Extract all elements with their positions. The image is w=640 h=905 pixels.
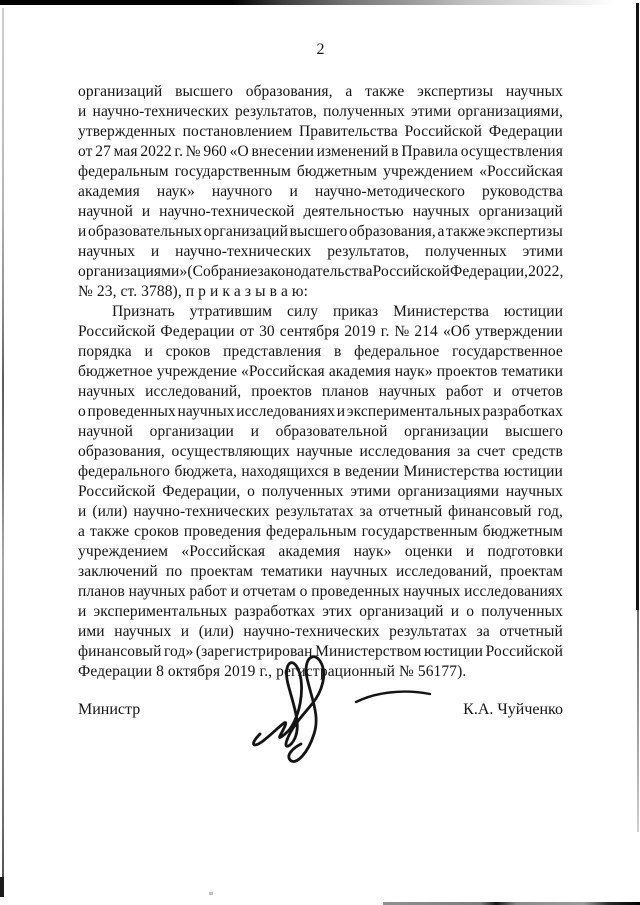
text-line: № 23, ст. 3788), п р и к а з ы в а ю: [78,283,309,300]
text-line: федерального бюджета, находящихся в ведении Министерства юстиции [78,463,563,480]
text-line: образования, осуществляющих научные исследования за счет средств [78,443,563,460]
signer-name: К.А. Чуйченко [463,701,563,718]
text-line: финансовый год» (зарегистрирован Министерством юстиции Российской [78,643,563,660]
text-line: научной и научно-технической деятельностью научных организаций [78,203,563,220]
text-line: научной организации и образовательной организации высшего [78,423,563,440]
scan-edge-right [636,3,639,610]
text-line: и научно-технических результатов, полученных этими организациями, [78,103,563,120]
text-line: организаций высшего образования, а также экспертизы научных [78,83,563,100]
text-line: научных исследований, проектов планов научных работ и отчетов [78,383,563,400]
scan-edge-bottom-left [0,877,4,897]
text-line: академия наук» научного и научно-методического руководства [78,183,563,200]
text-line: учреждением «Российская академия наук» оценки и подготовки [78,543,563,560]
text-line: о проведенных научных исследованиях и экспериментальных разработках [78,403,563,420]
text-line: федеральным государственным бюджетным учреждением «Российская [78,163,563,180]
signature-block [78,700,563,720]
text-line: Признать утратившим силу приказ Министерства юстиции [112,303,563,320]
text-line: планов научных работ и отчетам о проведенных научных исследованиях [78,583,563,600]
text-line: и экспериментальных разработках этих организаций и о полученных [78,603,563,620]
text-line: бюджетное учреждение «Российская академия наук» проектов тематики [78,363,563,380]
text-line: от 27 мая 2022 г. № 960 «О внесении изменений в Правила осуществления [78,143,563,160]
text-line: утвержденных постановлением Правительства Российской Федерации [78,123,563,140]
text-line: Российской Федерации от 30 сентября 2019 г. № 214 «Об утверждении [78,323,563,340]
page-number: 2 [316,41,325,58]
text-line: заключений по проектам тематики научных исследований, проектам [78,563,563,580]
text-line: Российской Федерации, о полученных этими организациями научных [78,483,563,500]
text-line: организациями» (Собрание законодательства Российской Федерации, 2022, [78,263,564,280]
scan-edge-top [0,0,640,5]
scan-edge-right-faded [637,610,639,832]
text-line: Федерации 8 октября 2019 г., регистрационный № 56177). [78,663,467,680]
scan-edge-left [2,8,4,896]
text-line: и образовательных организаций высшего образования, а также экспертизы [78,223,563,240]
document-body [78,82,563,682]
signer-title: Министр [78,701,141,718]
text-line: и (или) научно-технических результатах за отчетный финансовый год, [78,503,563,520]
text-line: порядка и сроков представления в федеральное государственное [78,343,563,360]
text-line: а также сроков проведения федеральным государственным бюджетным [78,523,563,540]
text-line: научных и научно-технических результатов, полученных этими [78,243,563,260]
scan-speck [209,892,213,895]
text-line: ими научных и (или) научно-технических результатах за отчетный [78,623,563,640]
